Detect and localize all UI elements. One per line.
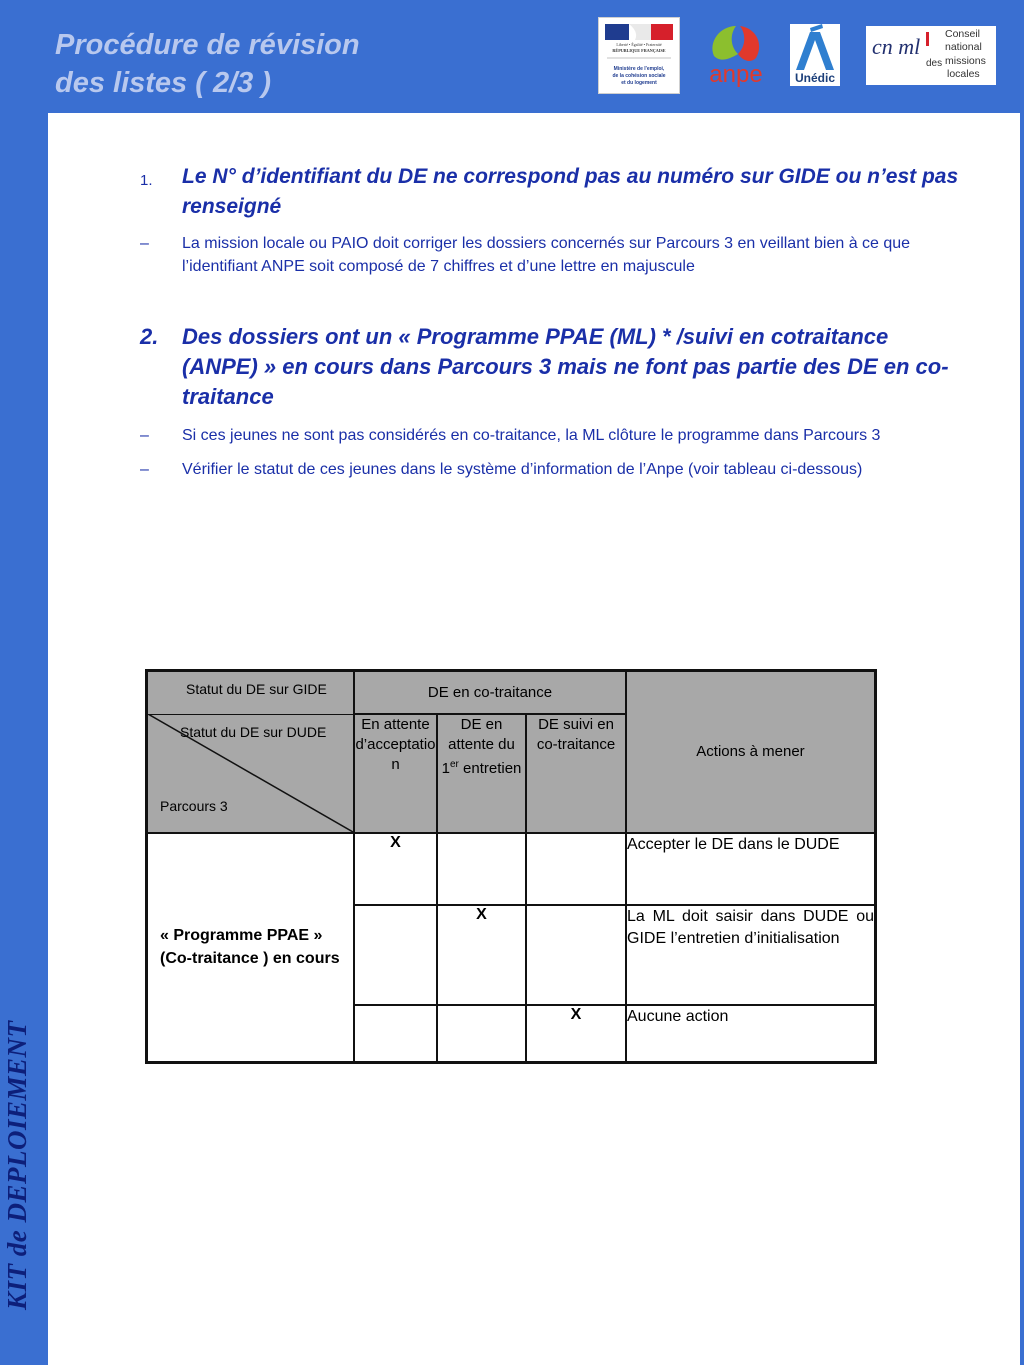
bullet-dash: – — [140, 427, 149, 444]
ministere-republique: RÉPUBLIQUE FRANÇAISE — [612, 48, 666, 53]
anpe-logo — [700, 20, 772, 90]
col-attente-entretien — [437, 714, 526, 833]
col-2-sup: er — [449, 759, 459, 771]
unedic-logo-text: Unédic — [794, 71, 836, 85]
section-1 — [140, 162, 970, 278]
action-cell: Aucune action — [626, 1005, 876, 1062]
empty-cell — [526, 833, 626, 905]
main-content — [140, 162, 970, 481]
section-2-number: 2. — [140, 324, 159, 349]
cnml-line-2: national — [945, 41, 982, 53]
col-2-pre: DE en attente du 1 — [441, 716, 515, 778]
unedic-logo — [790, 24, 840, 86]
col-2-post: entretien — [463, 760, 522, 778]
empty-cell — [354, 1005, 437, 1062]
empty-cell — [437, 833, 526, 905]
mark-cell: X — [526, 1005, 626, 1062]
mark-cell: X — [354, 833, 437, 905]
right-edge-band — [1020, 0, 1024, 1365]
section-1-bullet-text: La mission locale ou PAIO doit corriger les dossiers concernés sur Parcours 3 en veillant bien à ce que l’identifiant ANPE soit composé de 7 chiffres et d’une lettre en majuscule — [182, 235, 911, 275]
cnml-logo — [866, 26, 996, 85]
bullet-dash: – — [140, 461, 149, 478]
mark-cell: X — [437, 905, 526, 1005]
corner-parcours-label: Parcours 3 — [160, 798, 228, 814]
table-header-row-1 — [147, 671, 876, 715]
corner-dude-label: Statut du DE sur DUDE — [180, 724, 327, 740]
section-2-bullet-1 — [140, 424, 970, 447]
ministere-line-1: Ministère de l'emploi, — [613, 66, 665, 72]
row-label-programme-ppae — [147, 833, 355, 1062]
ministere-line-3: et du logement — [621, 80, 657, 86]
page-title — [55, 26, 360, 102]
section-2 — [140, 322, 970, 481]
ministere-motto: Liberté • Égalité • Fraternité — [616, 42, 662, 47]
bullet-dash: – — [140, 235, 149, 252]
cnml-mark: cn ml — [872, 34, 921, 59]
action-cell: Accepter le DE dans le DUDE — [626, 833, 876, 905]
empty-cell — [526, 905, 626, 1005]
col-suivi-cotraitance: DE suivi en co-traitance — [526, 714, 626, 833]
status-table — [145, 669, 877, 1064]
section-2-heading: Des dossiers ont un « Programme PPAE (ML) * /suivi en cotraitance (ANPE) » en cours dans Parcours 3 mais ne font pas partie des DE en co-traitance — [182, 324, 949, 409]
row-label-text: « Programme PPAE » (Co-traitance ) en cours — [160, 927, 340, 968]
cnml-line-4: locales — [947, 68, 980, 80]
section-1-bullet — [140, 232, 970, 278]
actions-header: Actions à mener — [626, 671, 876, 834]
table-row — [147, 833, 876, 905]
section-2-bullet-2-text: Vérifier le statut de ces jeunes dans le système d’information de l’Anpe (voir tableau ci-dessous) — [182, 461, 863, 478]
ministere-logo — [598, 17, 680, 94]
cnml-des: des — [926, 58, 943, 69]
section-1-number: 1. — [140, 172, 153, 189]
cnml-line-3: missions — [945, 55, 986, 67]
corner-curve — [48, 113, 128, 193]
col-en-attente-acceptation: En attente d’acceptation — [354, 714, 437, 833]
section-2-bullet-2 — [140, 458, 970, 481]
corner-gide-label: Statut du DE sur GIDE — [186, 681, 327, 697]
title-line-2: des listes ( 2/3 ) — [55, 67, 271, 99]
section-1-heading: Le N° d’identifiant du DE ne correspond pas au numéro sur GIDE ou n’est pas renseigné — [182, 165, 959, 218]
section-2-bullet-1-text: Si ces jeunes ne sont pas considérés en co-traitance, la ML clôture le programme dans Parcours 3 — [182, 427, 881, 444]
table-corner-cell — [147, 671, 355, 834]
cnml-line-1: Conseil — [945, 28, 981, 40]
kit-deploiement-label: KIT de DEPLOIEMENT — [2, 1020, 32, 1310]
title-line-1: Procédure de révision — [55, 29, 360, 61]
anpe-logo-text: anpe — [709, 61, 763, 88]
action-cell: La ML doit saisir dans DUDE ou GIDE l’entretien d’initialisation — [626, 905, 876, 1005]
group-header-cotraitance: DE en co-traitance — [354, 671, 626, 715]
empty-cell — [437, 1005, 526, 1062]
ministere-line-2: de la cohésion sociale — [612, 73, 666, 79]
empty-cell — [354, 905, 437, 1005]
